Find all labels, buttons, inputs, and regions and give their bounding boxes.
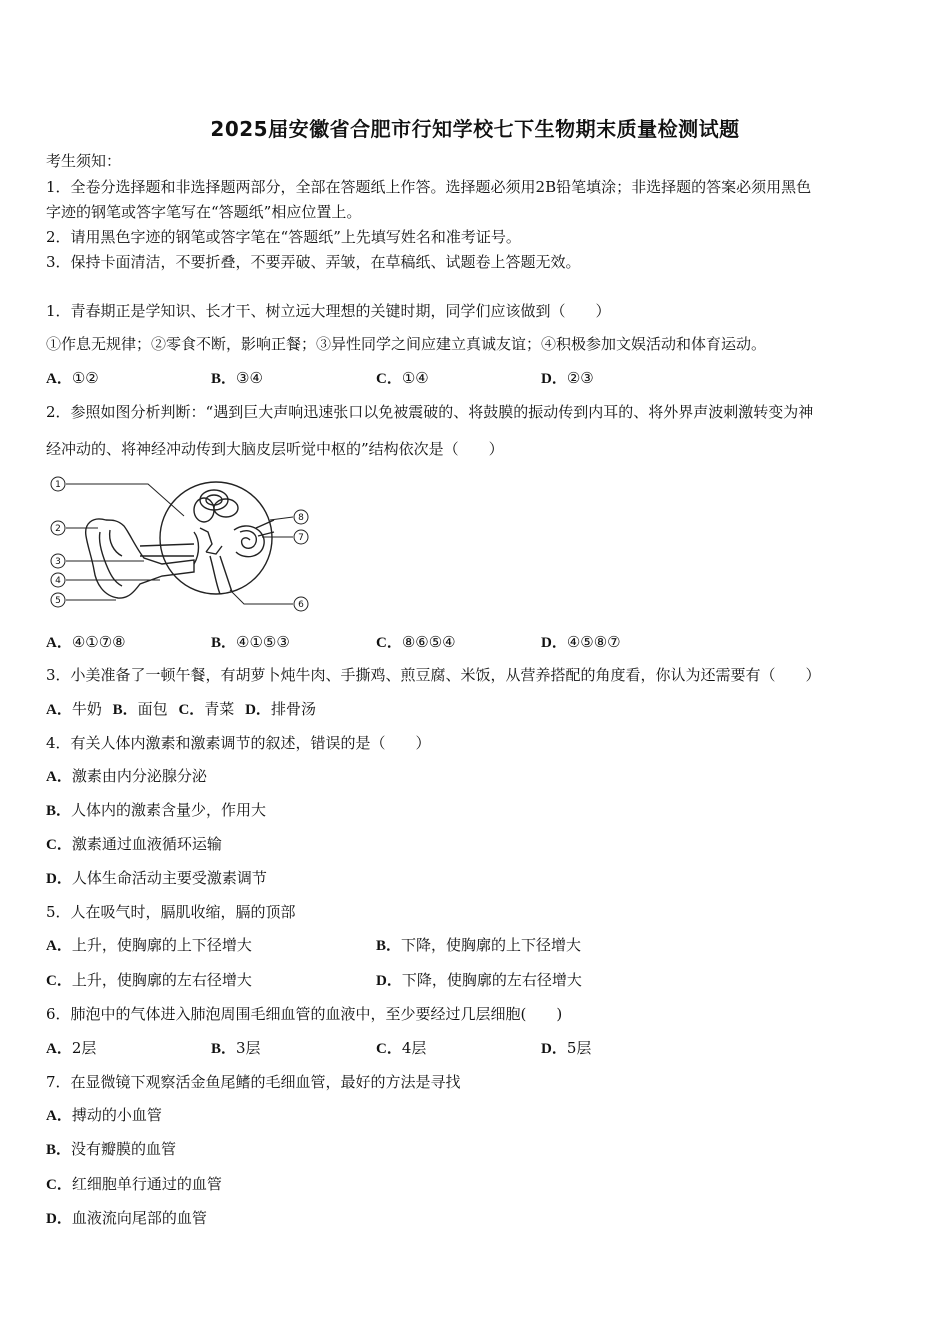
q1-option-b: B．③④: [211, 369, 263, 387]
ear-label-8: 8: [298, 513, 304, 523]
notice-line-2: 字迹的钢笔或答字笔写在“答题纸”相应位置上。: [46, 203, 362, 221]
notice-line-3: 2．请用黑色字迹的钢笔或答字笔在“答题纸”上先填写姓名和准考证号。: [46, 228, 521, 246]
ear-structure-figure: [44, 472, 320, 618]
ear-label-2: 2: [55, 524, 61, 534]
q5-option-c: C．上升，使胸廓的左右径增大: [46, 971, 252, 989]
ear-label-1: 1: [55, 480, 61, 490]
q5-option-d: D．下降，使胸廓的左右径增大: [376, 971, 582, 989]
ear-label-3: 3: [55, 557, 61, 567]
q2-option-c: C．⑧⑥⑤④: [376, 633, 456, 651]
q3-options: A．牛奶 B．面包 C．青菜 D．排骨汤: [46, 700, 316, 718]
notice-line-4: 3．保持卡面清洁，不要折叠，不要弄破、弄皱，在草稿纸、试题卷上答题无效。: [46, 253, 581, 271]
q2-option-a: A．④①⑦⑧: [46, 633, 126, 651]
q7-option-d: D．血液流向尾部的血管: [46, 1209, 207, 1227]
q1-stem: 1．青春期正是学知识、长才干、树立远大理想的关键时期，同学们应该做到（ ）: [46, 302, 611, 320]
q7-option-a: A．搏动的小血管: [46, 1106, 162, 1124]
q7-option-c: C．红细胞单行通过的血管: [46, 1175, 222, 1193]
ear-label-7: 7: [298, 533, 304, 543]
ear-diagram: [44, 472, 320, 618]
q1-option-c: C．①④: [376, 369, 429, 387]
ear-label-6: 6: [298, 600, 304, 610]
q6-stem: 6．肺泡中的气体进入肺泡周围毛细血管的血液中，至少要经过几层细胞( ): [46, 1005, 563, 1023]
q7-stem: 7．在显微镜下观察活金鱼尾鳍的毛细血管，最好的方法是寻找: [46, 1073, 461, 1091]
ear-label-4: 4: [55, 576, 61, 586]
q5-option-b: B．下降，使胸廓的上下径增大: [376, 936, 582, 954]
q4-option-b: B．人体内的激素含量少，作用大: [46, 801, 267, 819]
q1-items: ①作息无规律；②零食不断，影响正餐；③异性同学之间应建立真诚友谊；④积极参加文娱活动和体育运动。: [46, 335, 767, 353]
q2-stem-line-1: 2．参照如图分析判断：“遇到巨大声响迅速张口以免被震破的、将鼓膜的振动传到内耳的、将外界声波刺激转变为神: [46, 403, 814, 421]
q6-option-c: C．4层: [376, 1039, 427, 1057]
notice-line-1: 1．全卷分选择题和非选择题两部分，全部在答题纸上作答。选择题必须用2B铅笔填涂；非选择题的答案必须用黑色: [46, 178, 812, 196]
q6-option-d: D．5层: [541, 1039, 592, 1057]
notice-heading: 考生须知：: [46, 152, 122, 170]
q4-option-d: D．人体生命活动主要受激素调节: [46, 869, 267, 887]
q6-option-b: B．3层: [211, 1039, 261, 1057]
q7-option-b: B．没有瓣膜的血管: [46, 1140, 177, 1158]
q4-stem: 4．有关人体内激素和激素调节的叙述，错误的是（ ）: [46, 734, 431, 752]
ear-label-5: 5: [55, 596, 61, 606]
q5-stem: 5．人在吸气时，膈肌收缩，膈的顶部: [46, 903, 296, 921]
q1-option-a: A．①②: [46, 369, 99, 387]
page-title: 2025届安徽省合肥市行知学校七下生物期末质量检测试题: [210, 117, 740, 141]
q1-option-d: D．②③: [541, 369, 594, 387]
q4-option-a: A．激素由内分泌腺分泌: [46, 767, 207, 785]
q2-stem-line-2: 经冲动的、将神经冲动传到大脑皮层听觉中枢的”结构依次是（ ）: [46, 440, 504, 458]
q3-stem: 3．小美准备了一顿午餐，有胡萝卜炖牛肉、手撕鸡、煎豆腐、米饭，从营养搭配的角度看，你认为还需要有（ ）: [46, 666, 821, 684]
q5-option-a: A．上升，使胸廓的上下径增大: [46, 936, 252, 954]
q2-option-d: D．④⑤⑧⑦: [541, 633, 621, 651]
q6-option-a: A．2层: [46, 1039, 97, 1057]
q4-option-c: C．激素通过血液循环运输: [46, 835, 222, 853]
q2-option-b: B．④①⑤③: [211, 633, 290, 651]
